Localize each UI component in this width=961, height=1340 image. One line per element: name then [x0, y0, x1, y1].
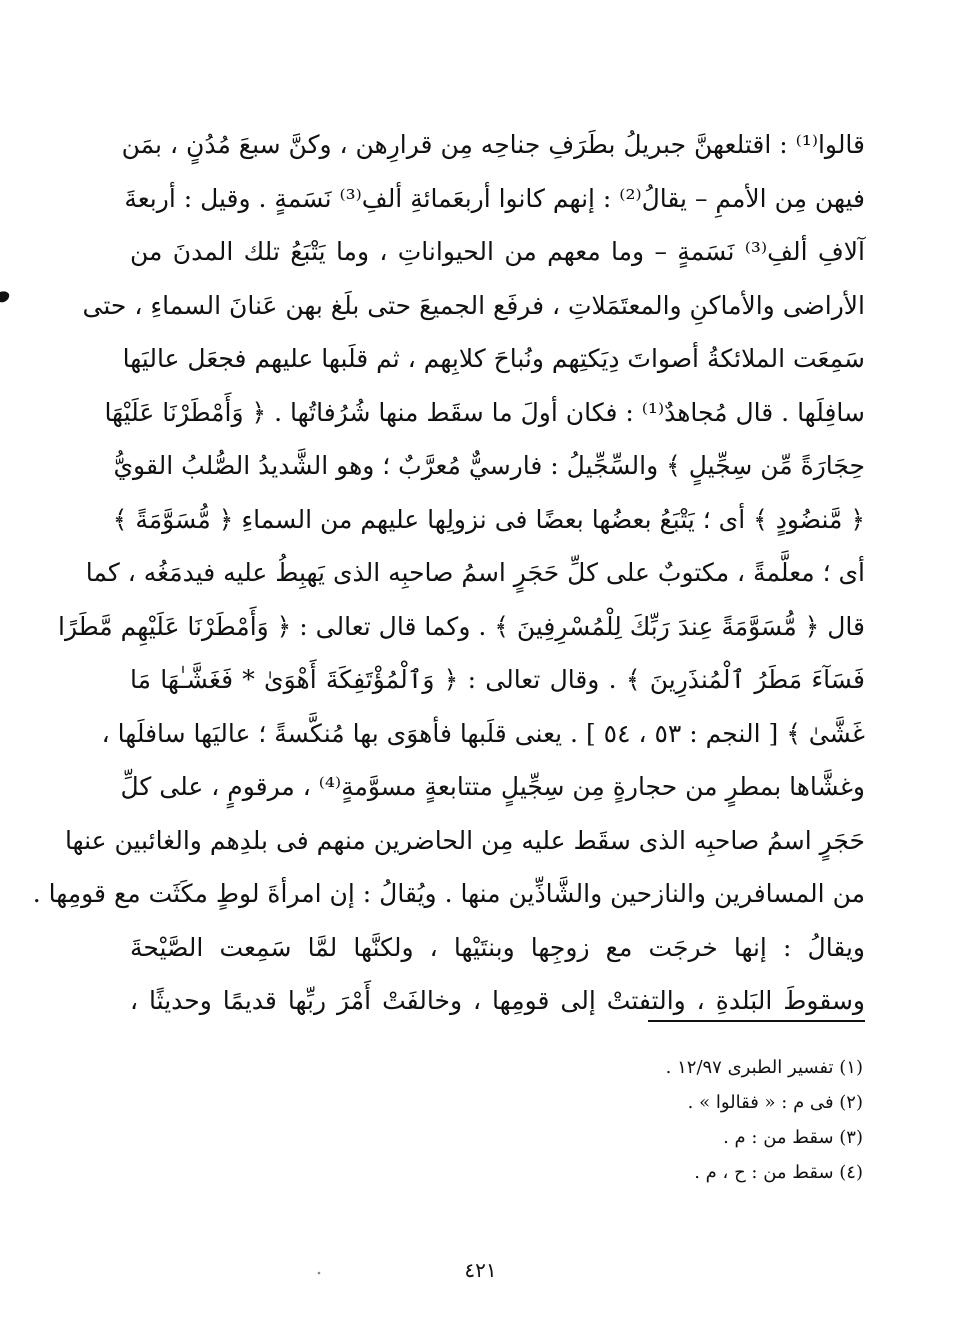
text-line: سافِلَها . قال مُجاهدٌ⁽¹⁾ : فكان أولَ ما سقَط منها شُرُفاتُها . ﴿ وَأَمْطَرْنَا عَلَيْهَا: [104, 397, 865, 427]
text-line: أى ؛ معلَّمةً ، مكتوبٌ على كلِّ حَجَرٍ اسمُ صاحبِه الذى يَهبِطُ عليه فيدمَغُه ، كما: [85, 558, 865, 587]
text-line: قال ﴿ مُّسَوَّمَةً عِندَ رَبِّكَ لِلْمُسْرِفِينَ ﴾ . وكما قال تعالى : ﴿ وَأَمْطَرْنَا عَلَيْهِم مَّطَرًا: [58, 611, 865, 641]
footnotes: [463, 1050, 863, 1190]
margin-mark: [0, 284, 10, 310]
body-text: [32, 118, 865, 1028]
text-line: غَشَّىٰ ﴾ [ النجم : ٥٣ ، ٥٤ ] . يعنى قلَبها فأهوَى بها مُنكَّسةً ؛ عاليَها سافلَها ،: [101, 718, 865, 748]
text-line: وغشَّاها بمطرٍ من حجارةٍ مِن سِجِّيلٍ متتابعةٍ مسوَّمةٍ⁽⁴⁾ ، مرقومٍ ، على كلِّ: [120, 772, 865, 801]
footnote-item: (٢) فى م : « فقالوا » .: [687, 1092, 863, 1113]
text-line: ﴿ مَّنضُودٍ ﴾ أى ؛ يَتْبَعُ بعضُها بعضًا فى نزولِها عليهم من السماءِ ﴿ مُّسَوَّمَةً ﴾: [112, 504, 865, 534]
text-line: الأراضى والأماكنِ والمعتَمَلاتِ ، فرفَع الجميعَ حتى بلَغ بهن عَنانَ السماءِ ، حتى: [82, 290, 865, 320]
text-line: سَمِعَت الملائكةُ أصواتَ دِيَكتِهم ونُباحَ كلابِهم ، ثم قلَبها عليهم فجعَل عاليَها: [122, 344, 865, 373]
text-line: قالوا⁽¹⁾ : اقتلعهنَّ جبريلُ بطَرَفِ جناحِه مِن قرارِهن ، وكنَّ سبعَ مُدُنٍ ، بمَن: [121, 130, 865, 159]
text-line: فَسَآءَ مَطَرُ ٱلْمُنذَرِينَ ﴾ . وقال تعالى : ﴿ وَٱلْمُؤْتَفِكَةَ أَهْوَىٰ * فَغَشَّـٰهَا مَا: [130, 665, 865, 694]
footnote-item: (٤) سقط من : ح ، م .: [694, 1162, 863, 1183]
text-line: من المسافرين والنازحين والشَّاذِّين منها . ويُقالُ : إن امرأةَ لوطٍ مكَثَت مع قومِها .: [32, 879, 865, 908]
text-line: ويقالُ : إنها خرجَت مع زوجِها وبنتَيْها ، ولكنَّها لمَّا سَمِعت الصَّيْحةَ: [130, 932, 865, 962]
text-line: وسقوطَ البَلدةِ ، والتفتتْ إلى قومِها ، وخالفَتْ أَمْرَ ربِّها قديمًا وحديثًا ،: [130, 986, 865, 1015]
text-line: حَجَرٍ اسمُ صاحبِه الذى سقَط عليه مِن الحاضرين منهم فى بلدِهم والغائبين عنها: [64, 825, 865, 855]
footnote-item: (١) تفسير الطبرى ١٢/٩٧ .: [665, 1057, 863, 1078]
footnote-item: (٣) سقط من : م .: [723, 1127, 863, 1148]
text-line: فيهن مِن الأممِ – يقالُ⁽²⁾ : إنهم كانوا أربعَمائةِ ألفِ⁽³⁾ نَسَمةٍ . وقيل : أربعةَ: [124, 183, 865, 213]
footnote-divider: [648, 1020, 865, 1022]
page-number: ٤٢١: [464, 1258, 497, 1282]
text-line: حِجَارَةً مِّن سِجِّيلٍ ﴾ والسِّجِّيلُ : فارسيٌّ مُعرَّبٌ ؛ وهو الشَّديدُ الصُّلبُ القويُّ: [113, 451, 865, 480]
text-line: آلافِ ألفِ⁽³⁾ نَسَمةٍ – وما معهم من الحيواناتِ ، وما يَتْبَعُ تلك المدنَ من: [130, 237, 865, 266]
scan-speck: [316, 1270, 322, 1276]
